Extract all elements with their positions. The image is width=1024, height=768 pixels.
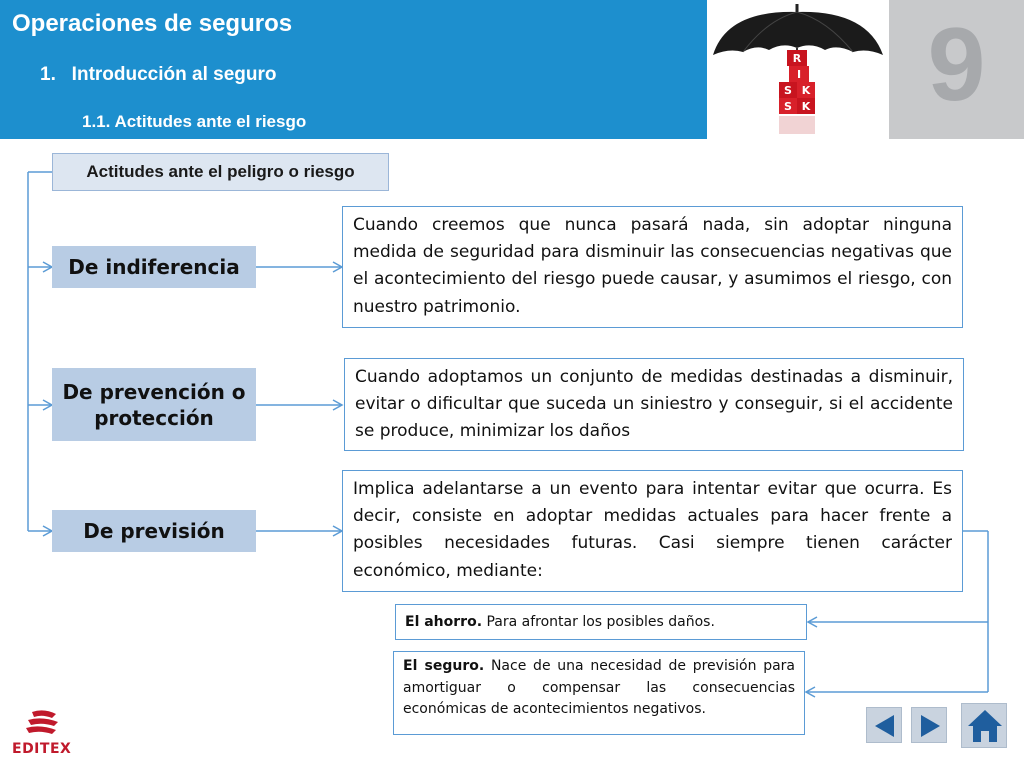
next-button[interactable]: [911, 707, 947, 743]
umbrella-risk-image: [707, 0, 889, 139]
sub-item-ahorro: [395, 604, 807, 640]
category-indiferencia: De indiferencia: [52, 246, 256, 288]
risk-block-letter: I: [796, 68, 802, 81]
risk-block-letter: S: [784, 84, 792, 97]
home-button[interactable]: [961, 703, 1007, 748]
chapter-number-panel: [889, 0, 1024, 139]
category-prevision: De previsión: [52, 510, 256, 552]
previous-button[interactable]: [866, 707, 902, 743]
sub-item-text: Para afrontar los posibles daños.: [482, 614, 715, 630]
risk-block-letter: R: [792, 52, 802, 65]
description-prevision: Implica adelantarse a un evento para intentar evitar que ocurra. Es decir, consiste en adoptar medidas actuales para hacer frente a posibles necesidades futuras. Casi siempre tienen carácter económico, mediante:: [342, 470, 963, 592]
page-title: Operaciones de seguros: [12, 10, 293, 37]
category-prevencion: De prevención o protección: [52, 368, 256, 441]
sub-item-term: El seguro.: [403, 658, 485, 674]
diagram-heading: Actitudes ante el peligro o riesgo: [52, 153, 389, 191]
chapter-number: 9: [927, 7, 986, 123]
risk-block-letter: S: [784, 100, 792, 113]
sub-item-text: Nace de una necesidad de previsión para amortiguar o compensar las consecuencias económicas de acontecimientos negativos.: [403, 658, 795, 718]
editex-logo-text: EDITEX: [12, 741, 72, 757]
risk-block-letter: K: [801, 84, 811, 97]
sub-item-seguro: [393, 651, 805, 735]
triangle-left-icon: [867, 708, 903, 744]
house-icon: [962, 704, 1008, 749]
triangle-right-icon: [912, 708, 948, 744]
subsection-title: 1.1. Actitudes ante el riesgo: [82, 112, 307, 131]
risk-block-letter: K: [801, 100, 811, 113]
section-title: 1. Introducción al seguro: [40, 64, 277, 85]
description-prevencion: Cuando adoptamos un conjunto de medidas destinadas a disminuir, evitar o dificultar que suceda un siniestro y conseguir, si el accidente se produce, minimizar los daños: [344, 358, 964, 451]
sub-item-term: El ahorro.: [405, 614, 483, 630]
description-indiferencia: Cuando creemos que nunca pasará nada, sin adoptar ninguna medida de seguridad para disminuir las consecuencias negativas que el acontecimiento del riesgo puede causar, y asumimos el riesgo, con nuestro patrimonio.: [342, 206, 963, 328]
header-banner: [0, 0, 707, 139]
